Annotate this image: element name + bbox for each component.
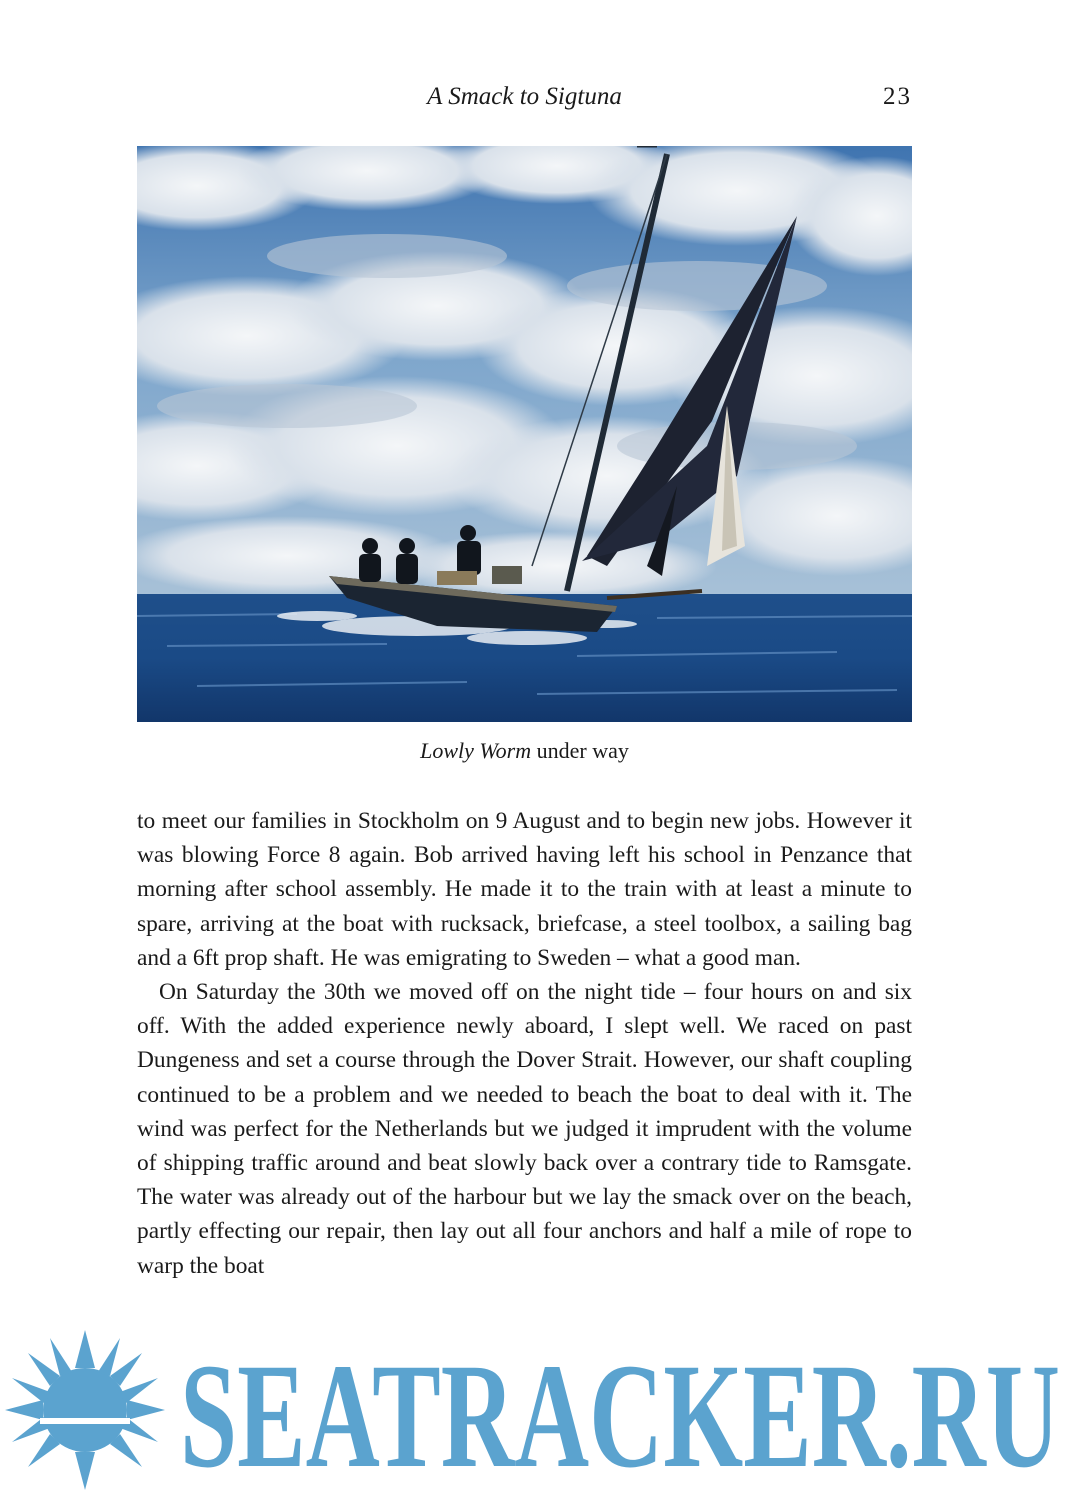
page-number: 23	[883, 83, 912, 110]
sun-logo-icon	[5, 1330, 165, 1490]
body-paragraph: On Saturday the 30th we moved off on the night tide – four hours on and six off. With the added experience newly aboard, I slept well. We raced on past Dungeness and set a course through the Dover Strait. However, our shaft coupling continued to be a problem and we needed to beach the boat to deal with it. The wind was perfect for the Netherlands but we judged it imprudent with the volume of shipping traffic around and beat slowly back over a contrary tide to Ramsgate. The water was already out of the harbour but we lay the smack over on the beach, partly effecting our repair, then lay out all four anchors and half a mile of rope to warp the boat	[137, 979, 912, 1279]
figure-caption	[137, 736, 912, 766]
caption-boat-name: Lowly Worm	[420, 738, 532, 763]
watermark-text: SEATRACKER.RU	[180, 1333, 1060, 1494]
body-paragraph: to meet our families in Stockholm on 9 August and to begin new jobs. However it was blowing Force 8 again. Bob arrived having left his school in Penzance that morning after school assembly. He made it to the train with at least a minute to spare, arriving at the boat with rucksack, briefcase, a steel toolbox, a sailing bag and a 6ft prop shaft. He was emigrating to Sweden – what a good man.	[137, 808, 912, 971]
sailing-smack-photo	[137, 146, 912, 722]
body-text	[137, 804, 912, 1283]
seatracker-watermark	[0, 1318, 1080, 1494]
running-head	[137, 80, 912, 114]
caption-rest: under way	[531, 738, 629, 763]
running-title: A Smack to Sigtuna	[427, 83, 622, 110]
